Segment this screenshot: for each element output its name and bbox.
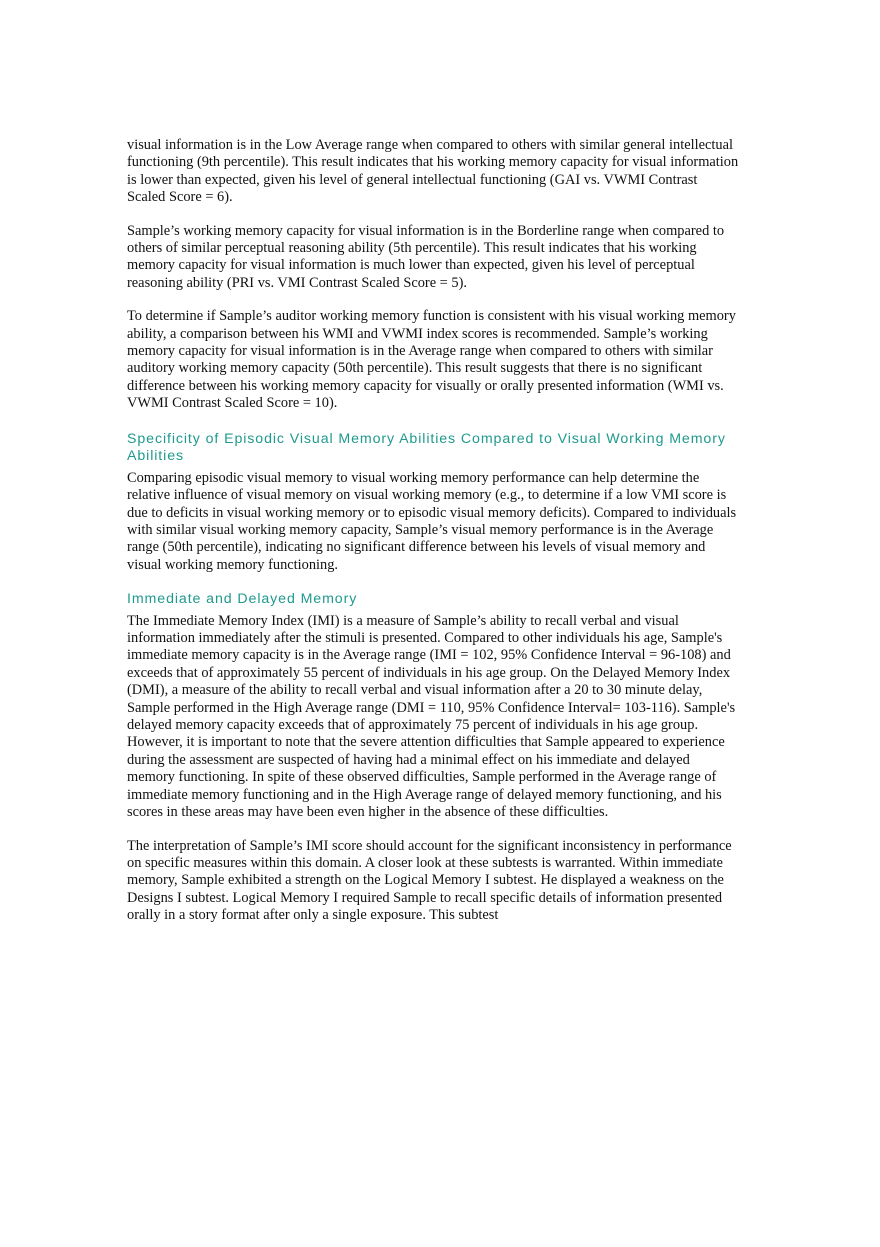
paragraph-wmi-vwmi: To determine if Sample’s auditor working memory function is consistent with his visual working memory ability, a comparison between his WMI and VWMI index scores is recommended. Sample’s working memory capacity for visual information is in the Average range when compared to others with similar auditory working memory capacity (50th percentile). This result suggests that there is no significant difference between his working memory capacity for visually or orally presented information (WMI vs. VWMI Contrast Scaled Score = 10).	[127, 308, 736, 412]
paragraph-pri-vmi: Sample’s working memory capacity for visual information is in the Borderline range when compared to others of similar perceptual reasoning ability (5th percentile). This result indicates that his working memory capacity for visual information is much lower than expected, given his level of perceptual reasoning ability (PRI vs. VMI Contrast Scaled Score = 5).	[127, 222, 725, 291]
paragraph-episodic-vs-working-memory: Comparing episodic visual memory to visual working memory performance can help determine the relative influence of visual memory on visual working memory (e.g., to determine if a low VMI score is due to deficits in visual working memory or to episodic visual memory deficits). Compared to individuals with similar visual working memory capacity, Sample’s visual memory performance is in the Average range (50th percentile), indicating no significant difference between his levels of visual memory and visual working memory functioning.	[127, 469, 737, 573]
heading-immediate-delayed-memory: Immediate and Delayed Memory	[127, 591, 358, 608]
paragraph-imi-dmi: The Immediate Memory Index (IMI) is a measure of Sample’s ability to recall verbal and visual information immediately after the stimuli is presented. Compared to other individuals his age, Sample's immediate memory capacity is in the Average range (IMI = 102, 95% Confidence Interval = 96-108) and exceeds that of approximately 55 percent of individuals in his age group. On the Delayed Memory Index (DMI), a measure of the ability to recall verbal and visual information after a 20 to 30 minute delay, Sample performed in the High Average range (DMI = 110, 95% Confidence Interval= 103-116). Sample's delayed memory capacity exceeds that of approximately 75 percent of individuals in his age group. However, it is important to note that the severe attention difficulties that Sample appeared to experience during the assessment are suspected of having had a minimal effect on his immediate and delayed memory functioning. In spite of these observed difficulties, Sample performed in the Average range of immediate memory functioning and in the High Average range of delayed memory functioning, and his scores in these areas may have been even higher in the absence of these difficulties.	[127, 612, 736, 821]
paragraph-gai-vwmi: visual information is in the Low Average range when compared to others with similar general intellectual functioning (9th percentile). This result indicates that his working memory capacity for visual information is lower than expected, given his level of general intellectual functioning (GAI vs. VWMI Contrast Scaled Score = 6).	[127, 137, 739, 206]
report-page	[127, 137, 739, 941]
heading-specificity-episodic-visual-memory: Specificity of Episodic Visual Memory Abilities Compared to Visual Working Memory Abilities	[127, 430, 726, 465]
paragraph-imi-interpretation: The interpretation of Sample’s IMI score should account for the significant inconsistency in performance on specific measures within this domain. A closer look at these subtests is warranted. Within immediate memory, Sample exhibited a strength on the Logical Memory I subtest. He displayed a weakness on the Designs I subtest. Logical Memory I required Sample to recall specific details of information presented orally in a story format after only a single exposure. This subtest	[127, 837, 732, 924]
